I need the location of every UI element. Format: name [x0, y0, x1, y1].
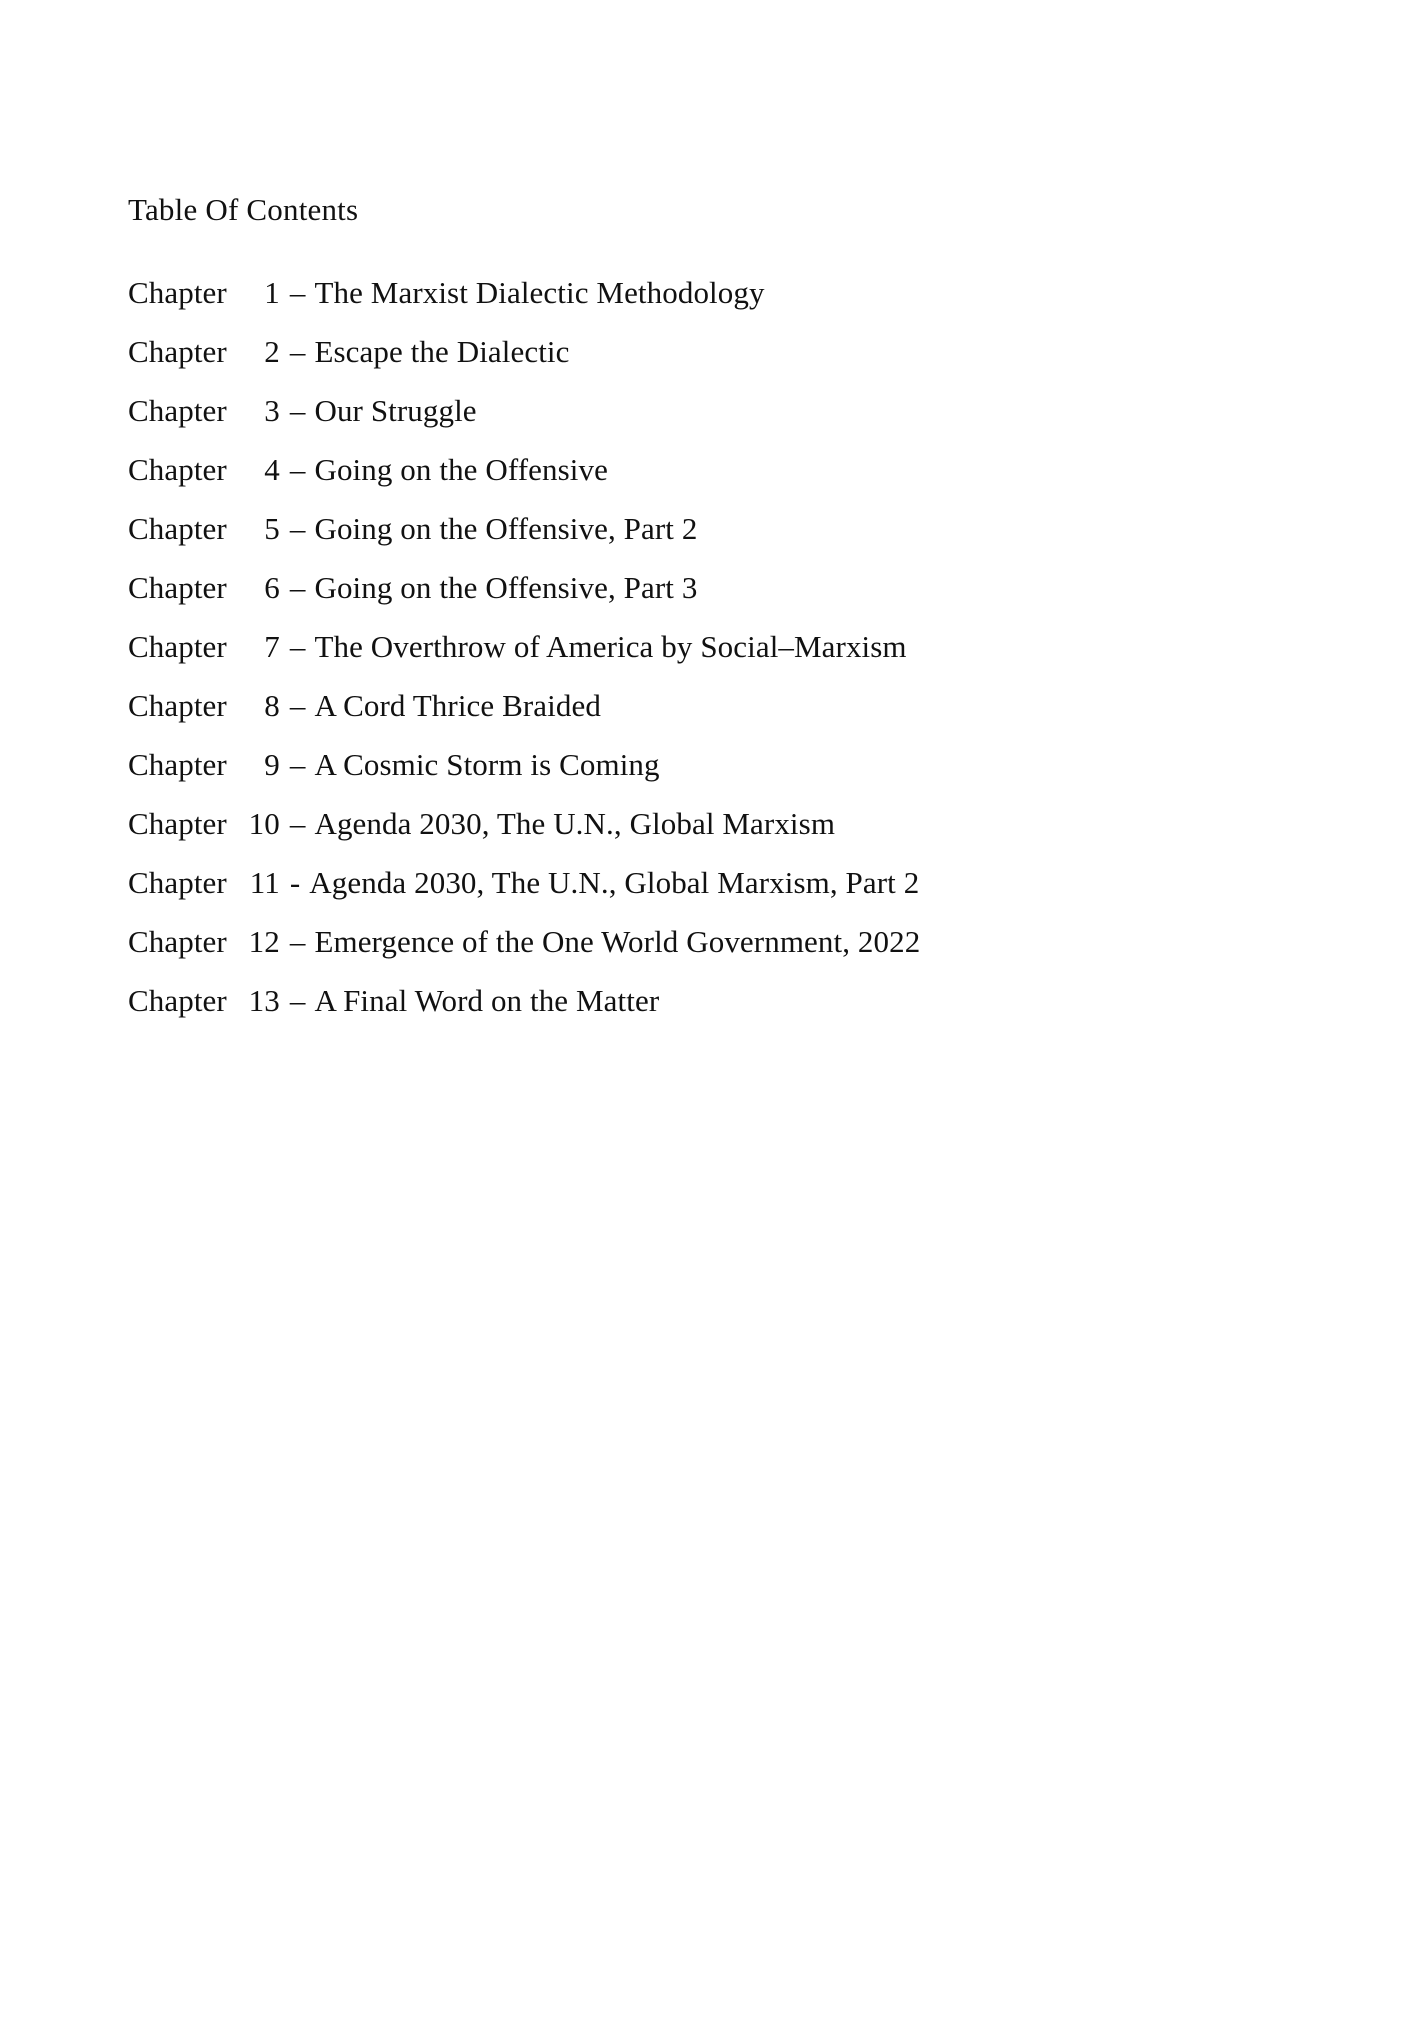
toc-entry-label: Chapter: [128, 511, 227, 546]
toc-entry[interactable]: [128, 853, 1288, 912]
toc-entry-title: A Cord Thrice Braided: [314, 688, 601, 723]
toc-entry-separator: –: [289, 393, 306, 428]
toc-entry[interactable]: [128, 558, 1288, 617]
toc-entry-number: 11: [249, 865, 280, 900]
toc-entry-title: The Marxist Dialectic Methodology: [314, 275, 765, 310]
toc-entry-number: 10: [248, 806, 280, 841]
toc-entry-separator: –: [289, 924, 306, 959]
toc-entry-label: Chapter: [128, 452, 227, 487]
toc-entry-label: Chapter: [128, 747, 227, 782]
toc-entry[interactable]: [128, 676, 1288, 735]
toc-entry-separator: –: [289, 334, 306, 369]
toc-entry-title: Agenda 2030, The U.N., Global Marxism: [314, 806, 836, 841]
toc-entry[interactable]: [128, 735, 1288, 794]
toc-entry-title: Emergence of the One World Government, 2022: [314, 924, 921, 959]
toc-entry-number: 3: [264, 393, 280, 428]
toc-entry-label: Chapter: [128, 865, 227, 900]
toc-entry-number: 7: [264, 629, 280, 664]
toc-entry[interactable]: [128, 381, 1288, 440]
toc-entry-number: 6: [264, 570, 280, 605]
toc-entry-label: Chapter: [128, 334, 227, 369]
toc-entry-title: The Overthrow of America by Social–Marxism: [314, 629, 907, 664]
toc-entry-title: Our Struggle: [314, 393, 477, 428]
toc-entry-number: 1: [264, 275, 280, 310]
toc-entry-number: 5: [264, 511, 280, 546]
toc-entry-separator: –: [289, 806, 306, 841]
toc-entry-number: 4: [264, 452, 280, 487]
table-of-contents-list: [128, 263, 1288, 1030]
toc-entry[interactable]: [128, 912, 1288, 971]
toc-entry-number: 8: [264, 688, 280, 723]
toc-entry-separator: –: [289, 570, 306, 605]
toc-entry-separator: –: [289, 511, 306, 546]
toc-entry-label: Chapter: [128, 983, 227, 1018]
toc-entry-separator: –: [289, 688, 306, 723]
toc-entry-label: Chapter: [128, 393, 227, 428]
toc-entry-title: Going on the Offensive: [314, 452, 608, 487]
toc-entry[interactable]: [128, 794, 1288, 853]
toc-entry-number: 13: [248, 983, 280, 1018]
toc-entry-label: Chapter: [128, 570, 227, 605]
toc-entry-title: Escape the Dialectic: [314, 334, 570, 369]
toc-entry-label: Chapter: [128, 806, 227, 841]
toc-entry-separator: -: [289, 865, 301, 900]
toc-entry-label: Chapter: [128, 629, 227, 664]
toc-entry-separator: –: [289, 275, 306, 310]
toc-entry-separator: –: [289, 629, 306, 664]
toc-entry-label: Chapter: [128, 688, 227, 723]
toc-entry-label: Chapter: [128, 924, 227, 959]
toc-entry[interactable]: [128, 499, 1288, 558]
toc-entry-separator: –: [289, 747, 306, 782]
page-content: [128, 190, 1288, 1030]
page-title: Table Of Contents: [128, 192, 359, 227]
toc-entry[interactable]: [128, 263, 1288, 322]
toc-entry[interactable]: [128, 440, 1288, 499]
toc-entry-title: Going on the Offensive, Part 2: [314, 511, 698, 546]
toc-entry[interactable]: [128, 322, 1288, 381]
toc-entry-number: 9: [264, 747, 280, 782]
toc-entry-title: A Final Word on the Matter: [314, 983, 660, 1018]
toc-entry-number: 2: [264, 334, 280, 369]
toc-entry[interactable]: [128, 617, 1288, 676]
toc-entry-title: A Cosmic Storm is Coming: [314, 747, 660, 782]
toc-entry-title: Going on the Offensive, Part 3: [314, 570, 698, 605]
toc-entry-title: Agenda 2030, The U.N., Global Marxism, Part 2: [309, 865, 920, 900]
toc-entry-separator: –: [289, 983, 306, 1018]
toc-entry[interactable]: [128, 971, 1288, 1030]
toc-entry-number: 12: [248, 924, 280, 959]
toc-entry-label: Chapter: [128, 275, 227, 310]
toc-entry-separator: –: [289, 452, 306, 487]
